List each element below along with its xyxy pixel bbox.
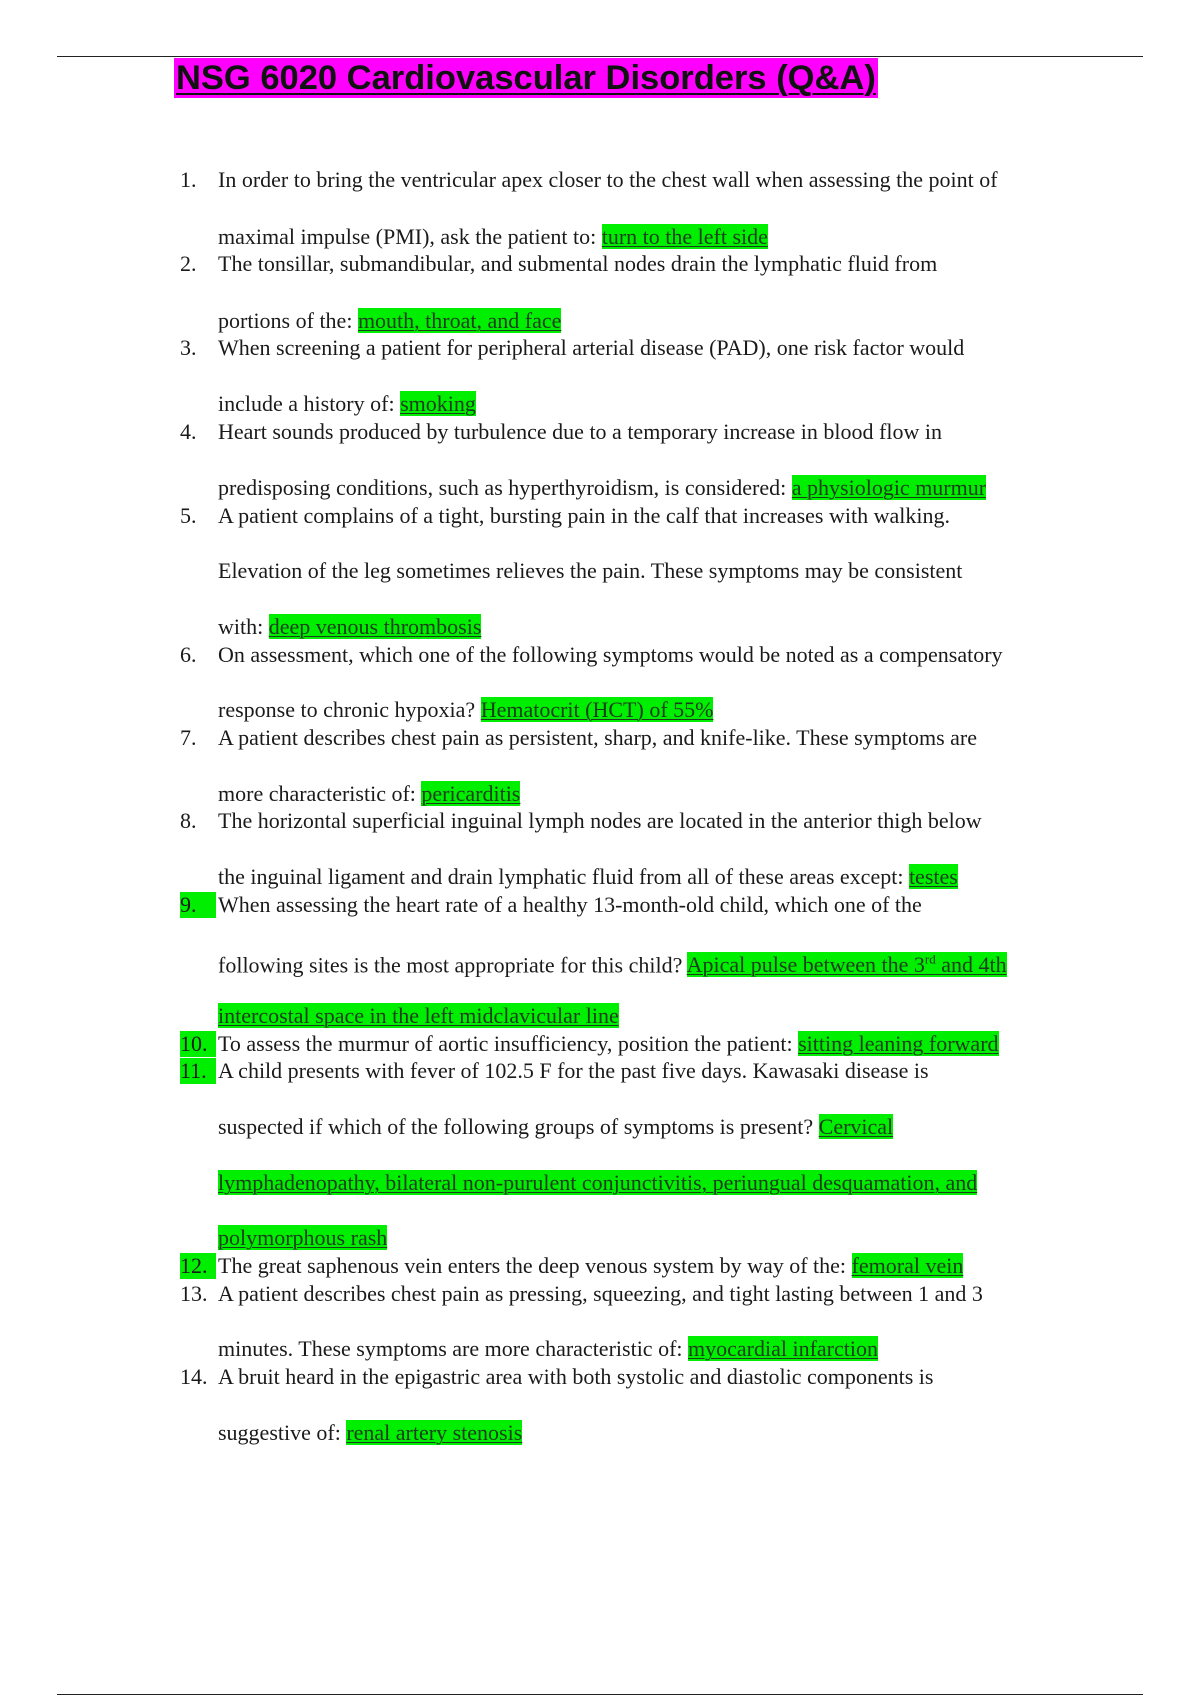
answer-highlight: a physiologic murmur [791,475,987,500]
question-number: 2. [180,251,197,276]
answer-highlight: Hematocrit (HCT) of 55% [480,697,714,722]
answer-highlight: lymphadenopathy, bilateral non-purulent conjunctivitis, periungual desquamation, and [218,1170,978,1195]
page-title: NSG 6020 Cardiovascular Disorders (Q&A) [176,59,876,97]
answer-highlight: testes [908,864,958,889]
question-text: On assessment, which one of the following symptoms would be noted as a compensatory [218,642,1003,667]
question-text: A child presents with fever of 102.5 F for the past five days. Kawasaki disease is [218,1058,929,1083]
question-text: When screening a patient for peripheral arterial disease (PAD), one risk factor would [218,335,965,360]
answer-highlight: mouth, throat, and face [357,308,562,333]
question-text: To assess the murmur of aortic insufficiency, position the patient: sitting leaning forward [218,1031,999,1056]
question-text: In order to bring the ventricular apex closer to the chest wall when assessing the point of [218,167,998,192]
question-text: portions of the: mouth, throat, and face [218,308,562,333]
bottom-rule [57,1694,1143,1695]
question-text: When assessing the heart rate of a healthy 13-month-old child, which one of the [218,892,922,917]
question-number: 6. [180,642,197,667]
question-number: 11. [180,1058,216,1084]
question-text: with: deep venous thrombosis [218,614,482,639]
question-text [218,1170,977,1196]
question-text: more characteristic of: pericarditis [218,781,521,806]
question-text: suggestive of: renal artery stenosis [218,1420,523,1445]
answer-highlight: Cervical [818,1114,894,1139]
question-text: the inguinal ligament and drain lymphatic fluid from all of these areas except: testes [218,864,958,889]
question-text: response to chronic hypoxia? Hematocrit (HCT) of 55% [218,697,714,722]
answer-highlight: polymorphous rash [218,1225,388,1250]
question-number: 13. [180,1281,208,1306]
question-text: predisposing conditions, such as hyperthyroidism, is considered: a physiologic murmur [218,475,987,500]
question-text: A bruit heard in the epigastric area with both systolic and diastolic components is [218,1364,934,1389]
question-number: 1. [180,167,197,192]
question-text: minutes. These symptoms are more characteristic of: myocardial infarction [218,1336,878,1361]
question-text: Heart sounds produced by turbulence due to a temporary increase in blood flow in [218,419,942,444]
question-text: suspected if which of the following groups of symptoms is present? Cervical [218,1114,894,1139]
answer-highlight: myocardial infarction [688,1336,878,1361]
question-number: 3. [180,335,197,360]
answer-highlight: turn to the left side [601,224,768,249]
question-text: A patient describes chest pain as pressing, squeezing, and tight lasting between 1 and 3 [218,1281,983,1306]
answer-highlight: smoking [400,391,476,416]
question-number: 5. [180,503,197,528]
question-text: following sites is the most appropriate for this child? Apical pulse between the 3rd and 4th [218,952,1007,978]
answer-highlight: intercostal space in the left midclavicular line [218,1003,619,1028]
answer-highlight: renal artery stenosis [346,1420,523,1445]
question-number: 10. [180,1031,216,1057]
question-number: 14. [180,1364,208,1389]
question-text: The horizontal superficial inguinal lymph nodes are located in the anterior thigh below [218,808,982,833]
question-number: 8. [180,808,197,833]
question-number: 12. [180,1253,216,1279]
answer-highlight: sitting leaning forward [798,1031,999,1056]
answer-highlight: pericarditis [421,781,521,806]
question-number: 4. [180,419,197,444]
question-text: maximal impulse (PMI), ask the patient to: turn to the left side [218,224,768,249]
question-text: include a history of: smoking [218,391,476,416]
answer-highlight: Apical pulse between the 3rd and 4th [686,952,1007,978]
question-number: 9. [180,892,216,918]
question-text [218,1225,387,1251]
answer-highlight: femoral vein [851,1253,964,1278]
question-text: Elevation of the leg sometimes relieves the pain. These symptoms may be consistent [218,558,963,583]
question-text: The great saphenous vein enters the deep venous system by way of the: femoral vein [218,1253,964,1278]
question-text: The tonsillar, submandibular, and submental nodes drain the lymphatic fluid from [218,251,938,276]
question-text: A patient describes chest pain as persistent, sharp, and knife-like. These symptoms are [218,725,977,750]
question-text [218,1003,619,1029]
question-number: 7. [180,725,197,750]
question-text: A patient complains of a tight, bursting pain in the calf that increases with walking. [218,503,950,528]
answer-highlight: deep venous thrombosis [268,614,482,639]
